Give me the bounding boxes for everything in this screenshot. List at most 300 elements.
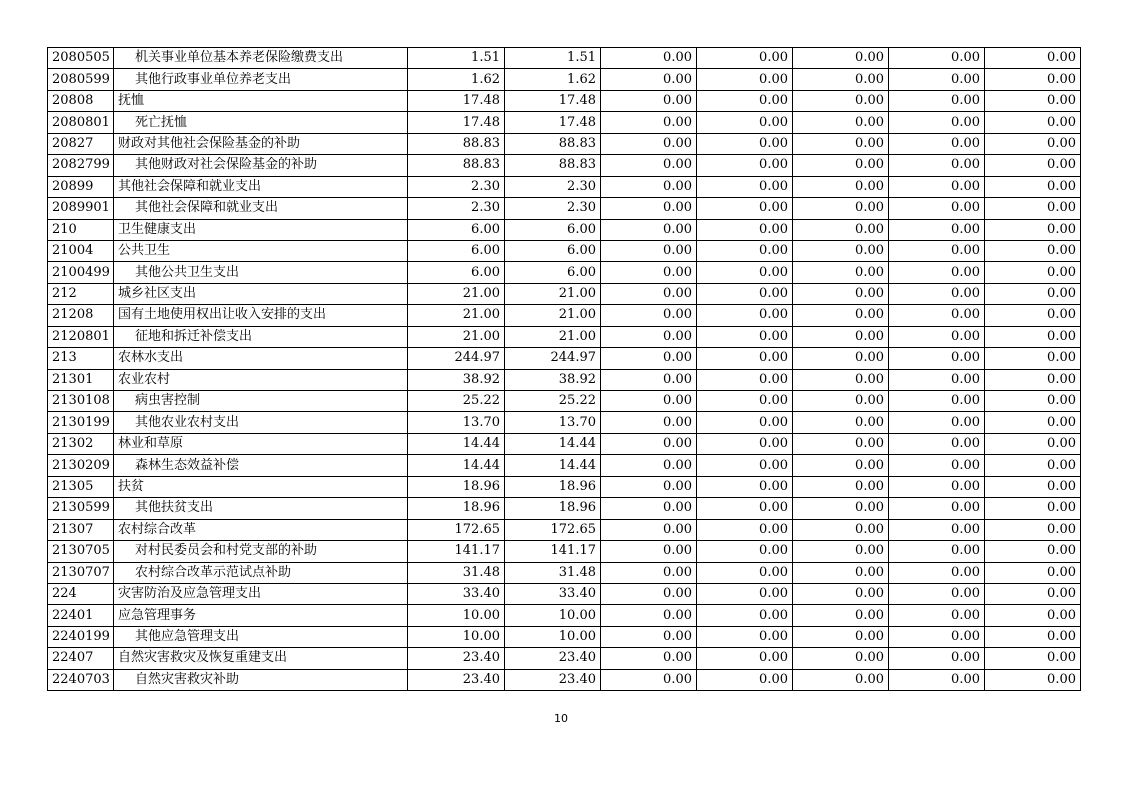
subject-code-cell: 2100499 bbox=[48, 262, 114, 283]
amount-cell: 0.00 bbox=[889, 562, 985, 583]
amount-cell: 0.00 bbox=[601, 626, 697, 647]
amount-cell: 141.17 bbox=[505, 541, 601, 562]
amount-cell: 17.48 bbox=[505, 90, 601, 111]
amount-cell: 10.00 bbox=[408, 605, 505, 626]
amount-cell: 0.00 bbox=[985, 626, 1081, 647]
amount-cell: 0.00 bbox=[985, 69, 1081, 90]
amount-cell: 0.00 bbox=[697, 541, 793, 562]
table-row bbox=[48, 133, 1081, 154]
amount-cell: 0.00 bbox=[697, 155, 793, 176]
table-row bbox=[48, 562, 1081, 583]
table-row bbox=[48, 90, 1081, 111]
amount-cell: 0.00 bbox=[601, 369, 697, 390]
amount-cell: 13.70 bbox=[505, 412, 601, 433]
amount-cell: 0.00 bbox=[601, 48, 697, 69]
subject-name-cell: 卫生健康支出 bbox=[114, 219, 408, 240]
amount-cell: 0.00 bbox=[985, 519, 1081, 540]
table-row bbox=[48, 262, 1081, 283]
amount-cell: 18.96 bbox=[505, 476, 601, 497]
amount-cell: 0.00 bbox=[697, 562, 793, 583]
subject-name-cell: 其他行政事业单位养老支出 bbox=[114, 69, 408, 90]
amount-cell: 0.00 bbox=[889, 412, 985, 433]
amount-cell: 0.00 bbox=[985, 476, 1081, 497]
subject-name-cell: 其他社会保障和就业支出 bbox=[114, 176, 408, 197]
amount-cell: 0.00 bbox=[889, 133, 985, 154]
table-row bbox=[48, 541, 1081, 562]
amount-cell: 0.00 bbox=[601, 133, 697, 154]
amount-cell: 25.22 bbox=[505, 391, 601, 412]
subject-name-cell: 森林生态效益补偿 bbox=[114, 455, 408, 476]
amount-cell: 10.00 bbox=[408, 626, 505, 647]
amount-cell: 0.00 bbox=[601, 305, 697, 326]
amount-cell: 0.00 bbox=[697, 369, 793, 390]
amount-cell: 0.00 bbox=[793, 519, 889, 540]
subject-code-cell: 2130199 bbox=[48, 412, 114, 433]
table-row bbox=[48, 433, 1081, 454]
table-row bbox=[48, 519, 1081, 540]
amount-cell: 244.97 bbox=[505, 348, 601, 369]
subject-name-cell: 农村综合改革示范试点补助 bbox=[114, 562, 408, 583]
amount-cell: 0.00 bbox=[985, 219, 1081, 240]
amount-cell: 0.00 bbox=[985, 198, 1081, 219]
amount-cell: 0.00 bbox=[793, 240, 889, 261]
amount-cell: 0.00 bbox=[793, 605, 889, 626]
amount-cell: 0.00 bbox=[889, 605, 985, 626]
amount-cell: 0.00 bbox=[985, 391, 1081, 412]
subject-name-cell: 国有土地使用权出让收入安排的支出 bbox=[114, 305, 408, 326]
amount-cell: 88.83 bbox=[408, 133, 505, 154]
subject-code-cell: 2240199 bbox=[48, 626, 114, 647]
subject-name-cell: 应急管理事务 bbox=[114, 605, 408, 626]
amount-cell: 0.00 bbox=[697, 48, 793, 69]
subject-code-cell: 2130705 bbox=[48, 541, 114, 562]
amount-cell: 0.00 bbox=[601, 326, 697, 347]
amount-cell: 1.62 bbox=[408, 69, 505, 90]
amount-cell: 0.00 bbox=[601, 198, 697, 219]
amount-cell: 0.00 bbox=[985, 348, 1081, 369]
amount-cell: 0.00 bbox=[793, 498, 889, 519]
subject-name-cell: 自然灾害救灾及恢复重建支出 bbox=[114, 648, 408, 669]
table-row bbox=[48, 498, 1081, 519]
amount-cell: 6.00 bbox=[408, 240, 505, 261]
amount-cell: 0.00 bbox=[793, 48, 889, 69]
amount-cell: 23.40 bbox=[408, 669, 505, 690]
amount-cell: 0.00 bbox=[601, 240, 697, 261]
amount-cell: 0.00 bbox=[889, 541, 985, 562]
amount-cell: 0.00 bbox=[793, 69, 889, 90]
subject-name-cell: 农林水支出 bbox=[114, 348, 408, 369]
amount-cell: 21.00 bbox=[505, 283, 601, 304]
amount-cell: 0.00 bbox=[601, 262, 697, 283]
amount-cell: 0.00 bbox=[793, 348, 889, 369]
amount-cell: 0.00 bbox=[697, 498, 793, 519]
subject-code-cell: 2089901 bbox=[48, 198, 114, 219]
subject-name-cell: 征地和拆迁补偿支出 bbox=[114, 326, 408, 347]
table-row bbox=[48, 155, 1081, 176]
amount-cell: 14.44 bbox=[408, 433, 505, 454]
amount-cell: 88.83 bbox=[505, 155, 601, 176]
subject-name-cell: 其他公共卫生支出 bbox=[114, 262, 408, 283]
table-row bbox=[48, 369, 1081, 390]
amount-cell: 21.00 bbox=[408, 326, 505, 347]
amount-cell: 1.51 bbox=[505, 48, 601, 69]
amount-cell: 23.40 bbox=[408, 648, 505, 669]
amount-cell: 21.00 bbox=[408, 305, 505, 326]
amount-cell: 18.96 bbox=[408, 476, 505, 497]
subject-code-cell: 2080505 bbox=[48, 48, 114, 69]
subject-code-cell: 2130599 bbox=[48, 498, 114, 519]
subject-code-cell: 2082799 bbox=[48, 155, 114, 176]
table-row bbox=[48, 176, 1081, 197]
amount-cell: 17.48 bbox=[408, 112, 505, 133]
amount-cell: 0.00 bbox=[889, 369, 985, 390]
table-row bbox=[48, 391, 1081, 412]
amount-cell: 1.51 bbox=[408, 48, 505, 69]
amount-cell: 0.00 bbox=[697, 626, 793, 647]
amount-cell: 0.00 bbox=[601, 391, 697, 412]
subject-code-cell: 2120801 bbox=[48, 326, 114, 347]
amount-cell: 88.83 bbox=[408, 155, 505, 176]
amount-cell: 0.00 bbox=[793, 112, 889, 133]
amount-cell: 0.00 bbox=[985, 305, 1081, 326]
subject-name-cell: 公共卫生 bbox=[114, 240, 408, 261]
amount-cell: 0.00 bbox=[793, 155, 889, 176]
amount-cell: 0.00 bbox=[793, 562, 889, 583]
subject-name-cell: 农业农村 bbox=[114, 369, 408, 390]
amount-cell: 0.00 bbox=[889, 519, 985, 540]
amount-cell: 0.00 bbox=[697, 433, 793, 454]
subject-name-cell: 病虫害控制 bbox=[114, 391, 408, 412]
amount-cell: 14.44 bbox=[505, 455, 601, 476]
amount-cell: 14.44 bbox=[408, 455, 505, 476]
amount-cell: 0.00 bbox=[601, 455, 697, 476]
amount-cell: 0.00 bbox=[601, 433, 697, 454]
amount-cell: 0.00 bbox=[601, 498, 697, 519]
page-number: 10 bbox=[554, 712, 568, 725]
amount-cell: 0.00 bbox=[601, 90, 697, 111]
amount-cell: 2.30 bbox=[408, 198, 505, 219]
amount-cell: 13.70 bbox=[408, 412, 505, 433]
amount-cell: 0.00 bbox=[697, 669, 793, 690]
amount-cell: 33.40 bbox=[408, 583, 505, 604]
amount-cell: 88.83 bbox=[505, 133, 601, 154]
amount-cell: 172.65 bbox=[505, 519, 601, 540]
amount-cell: 0.00 bbox=[985, 605, 1081, 626]
amount-cell: 0.00 bbox=[889, 176, 985, 197]
table-row bbox=[48, 412, 1081, 433]
amount-cell: 0.00 bbox=[697, 605, 793, 626]
amount-cell: 10.00 bbox=[505, 626, 601, 647]
amount-cell: 0.00 bbox=[601, 605, 697, 626]
amount-cell: 0.00 bbox=[889, 240, 985, 261]
amount-cell: 0.00 bbox=[697, 455, 793, 476]
table-row bbox=[48, 348, 1081, 369]
amount-cell: 0.00 bbox=[889, 155, 985, 176]
amount-cell: 0.00 bbox=[889, 219, 985, 240]
amount-cell: 23.40 bbox=[505, 669, 601, 690]
subject-name-cell: 机关事业单位基本养老保险缴费支出 bbox=[114, 48, 408, 69]
amount-cell: 0.00 bbox=[697, 391, 793, 412]
amount-cell: 0.00 bbox=[793, 283, 889, 304]
amount-cell: 0.00 bbox=[793, 262, 889, 283]
subject-name-cell: 林业和草原 bbox=[114, 433, 408, 454]
table-row bbox=[48, 198, 1081, 219]
table-row bbox=[48, 305, 1081, 326]
amount-cell: 0.00 bbox=[601, 219, 697, 240]
amount-cell: 0.00 bbox=[985, 541, 1081, 562]
amount-cell: 0.00 bbox=[985, 90, 1081, 111]
subject-code-cell: 21208 bbox=[48, 305, 114, 326]
amount-cell: 38.92 bbox=[505, 369, 601, 390]
subject-name-cell: 农村综合改革 bbox=[114, 519, 408, 540]
subject-code-cell: 22407 bbox=[48, 648, 114, 669]
amount-cell: 0.00 bbox=[697, 326, 793, 347]
amount-cell: 0.00 bbox=[697, 69, 793, 90]
amount-cell: 0.00 bbox=[793, 369, 889, 390]
amount-cell: 0.00 bbox=[985, 369, 1081, 390]
amount-cell: 0.00 bbox=[985, 669, 1081, 690]
amount-cell: 0.00 bbox=[889, 433, 985, 454]
amount-cell: 0.00 bbox=[601, 155, 697, 176]
subject-name-cell: 财政对其他社会保险基金的补助 bbox=[114, 133, 408, 154]
subject-code-cell: 2130108 bbox=[48, 391, 114, 412]
amount-cell: 6.00 bbox=[408, 219, 505, 240]
amount-cell: 0.00 bbox=[793, 541, 889, 562]
table-row bbox=[48, 69, 1081, 90]
amount-cell: 14.44 bbox=[505, 433, 601, 454]
amount-cell: 0.00 bbox=[697, 648, 793, 669]
subject-code-cell: 213 bbox=[48, 348, 114, 369]
amount-cell: 0.00 bbox=[697, 262, 793, 283]
amount-cell: 0.00 bbox=[889, 198, 985, 219]
amount-cell: 0.00 bbox=[793, 669, 889, 690]
subject-code-cell: 21307 bbox=[48, 519, 114, 540]
subject-code-cell: 210 bbox=[48, 219, 114, 240]
amount-cell: 0.00 bbox=[601, 412, 697, 433]
amount-cell: 0.00 bbox=[985, 455, 1081, 476]
amount-cell: 17.48 bbox=[505, 112, 601, 133]
subject-code-cell: 2240703 bbox=[48, 669, 114, 690]
amount-cell: 0.00 bbox=[601, 648, 697, 669]
amount-cell: 0.00 bbox=[985, 155, 1081, 176]
table-row bbox=[48, 112, 1081, 133]
amount-cell: 0.00 bbox=[697, 112, 793, 133]
amount-cell: 0.00 bbox=[985, 433, 1081, 454]
subject-name-cell: 其他扶贫支出 bbox=[114, 498, 408, 519]
amount-cell: 0.00 bbox=[793, 90, 889, 111]
amount-cell: 0.00 bbox=[601, 541, 697, 562]
subject-name-cell: 死亡抚恤 bbox=[114, 112, 408, 133]
amount-cell: 25.22 bbox=[408, 391, 505, 412]
table-row bbox=[48, 219, 1081, 240]
subject-name-cell: 城乡社区支出 bbox=[114, 283, 408, 304]
amount-cell: 0.00 bbox=[697, 133, 793, 154]
subject-code-cell: 2080599 bbox=[48, 69, 114, 90]
table-row bbox=[48, 48, 1081, 69]
amount-cell: 18.96 bbox=[408, 498, 505, 519]
table-row bbox=[48, 283, 1081, 304]
amount-cell: 0.00 bbox=[601, 583, 697, 604]
subject-name-cell: 扶贫 bbox=[114, 476, 408, 497]
amount-cell: 0.00 bbox=[889, 391, 985, 412]
table-row bbox=[48, 583, 1081, 604]
amount-cell: 0.00 bbox=[793, 326, 889, 347]
amount-cell: 0.00 bbox=[985, 648, 1081, 669]
amount-cell: 0.00 bbox=[793, 476, 889, 497]
amount-cell: 17.48 bbox=[408, 90, 505, 111]
subject-name-cell: 灾害防治及应急管理支出 bbox=[114, 583, 408, 604]
amount-cell: 0.00 bbox=[985, 176, 1081, 197]
amount-cell: 0.00 bbox=[793, 412, 889, 433]
subject-code-cell: 21004 bbox=[48, 240, 114, 261]
subject-code-cell: 20827 bbox=[48, 133, 114, 154]
amount-cell: 6.00 bbox=[505, 262, 601, 283]
amount-cell: 0.00 bbox=[889, 476, 985, 497]
amount-cell: 0.00 bbox=[793, 198, 889, 219]
amount-cell: 0.00 bbox=[889, 262, 985, 283]
amount-cell: 0.00 bbox=[793, 433, 889, 454]
table-row bbox=[48, 626, 1081, 647]
amount-cell: 0.00 bbox=[889, 626, 985, 647]
amount-cell: 0.00 bbox=[601, 562, 697, 583]
amount-cell: 0.00 bbox=[697, 348, 793, 369]
amount-cell: 0.00 bbox=[697, 305, 793, 326]
subject-code-cell: 224 bbox=[48, 583, 114, 604]
subject-name-cell: 其他应急管理支出 bbox=[114, 626, 408, 647]
subject-code-cell: 21302 bbox=[48, 433, 114, 454]
amount-cell: 0.00 bbox=[697, 176, 793, 197]
amount-cell: 0.00 bbox=[601, 476, 697, 497]
amount-cell: 0.00 bbox=[697, 283, 793, 304]
amount-cell: 0.00 bbox=[697, 519, 793, 540]
amount-cell: 244.97 bbox=[408, 348, 505, 369]
amount-cell: 23.40 bbox=[505, 648, 601, 669]
amount-cell: 0.00 bbox=[697, 90, 793, 111]
amount-cell: 0.00 bbox=[985, 133, 1081, 154]
table-body bbox=[48, 48, 1081, 691]
amount-cell: 172.65 bbox=[408, 519, 505, 540]
amount-cell: 0.00 bbox=[985, 326, 1081, 347]
subject-code-cell: 22401 bbox=[48, 605, 114, 626]
table-row bbox=[48, 669, 1081, 690]
amount-cell: 0.00 bbox=[889, 669, 985, 690]
amount-cell: 0.00 bbox=[697, 198, 793, 219]
amount-cell: 1.62 bbox=[505, 69, 601, 90]
amount-cell: 0.00 bbox=[889, 498, 985, 519]
amount-cell: 0.00 bbox=[889, 90, 985, 111]
amount-cell: 0.00 bbox=[889, 112, 985, 133]
amount-cell: 33.40 bbox=[505, 583, 601, 604]
amount-cell: 31.48 bbox=[505, 562, 601, 583]
amount-cell: 0.00 bbox=[985, 262, 1081, 283]
amount-cell: 0.00 bbox=[601, 669, 697, 690]
amount-cell: 0.00 bbox=[985, 412, 1081, 433]
subject-name-cell: 其他农业农村支出 bbox=[114, 412, 408, 433]
amount-cell: 0.00 bbox=[889, 48, 985, 69]
amount-cell: 6.00 bbox=[408, 262, 505, 283]
subject-code-cell: 212 bbox=[48, 283, 114, 304]
amount-cell: 0.00 bbox=[793, 455, 889, 476]
table-row bbox=[48, 455, 1081, 476]
amount-cell: 0.00 bbox=[889, 583, 985, 604]
amount-cell: 10.00 bbox=[505, 605, 601, 626]
amount-cell: 0.00 bbox=[889, 69, 985, 90]
subject-code-cell: 2130707 bbox=[48, 562, 114, 583]
amount-cell: 2.30 bbox=[408, 176, 505, 197]
amount-cell: 0.00 bbox=[889, 283, 985, 304]
subject-code-cell: 21305 bbox=[48, 476, 114, 497]
amount-cell: 0.00 bbox=[793, 583, 889, 604]
amount-cell: 0.00 bbox=[697, 219, 793, 240]
amount-cell: 38.92 bbox=[408, 369, 505, 390]
amount-cell: 0.00 bbox=[889, 305, 985, 326]
amount-cell: 6.00 bbox=[505, 240, 601, 261]
amount-cell: 6.00 bbox=[505, 219, 601, 240]
amount-cell: 0.00 bbox=[889, 648, 985, 669]
amount-cell: 0.00 bbox=[889, 348, 985, 369]
table-row bbox=[48, 326, 1081, 347]
amount-cell: 0.00 bbox=[985, 562, 1081, 583]
amount-cell: 0.00 bbox=[889, 455, 985, 476]
subject-name-cell: 其他社会保障和就业支出 bbox=[114, 198, 408, 219]
amount-cell: 0.00 bbox=[793, 176, 889, 197]
amount-cell: 0.00 bbox=[601, 112, 697, 133]
subject-code-cell: 21301 bbox=[48, 369, 114, 390]
amount-cell: 21.00 bbox=[505, 305, 601, 326]
subject-code-cell: 2130209 bbox=[48, 455, 114, 476]
table-row bbox=[48, 605, 1081, 626]
amount-cell: 31.48 bbox=[408, 562, 505, 583]
amount-cell: 0.00 bbox=[793, 391, 889, 412]
amount-cell: 0.00 bbox=[697, 476, 793, 497]
amount-cell: 0.00 bbox=[985, 48, 1081, 69]
amount-cell: 0.00 bbox=[985, 240, 1081, 261]
amount-cell: 2.30 bbox=[505, 176, 601, 197]
amount-cell: 0.00 bbox=[601, 519, 697, 540]
amount-cell: 0.00 bbox=[697, 412, 793, 433]
amount-cell: 0.00 bbox=[985, 583, 1081, 604]
amount-cell: 21.00 bbox=[505, 326, 601, 347]
amount-cell: 0.00 bbox=[697, 583, 793, 604]
amount-cell: 0.00 bbox=[601, 176, 697, 197]
amount-cell: 0.00 bbox=[793, 648, 889, 669]
amount-cell: 141.17 bbox=[408, 541, 505, 562]
budget-expenditure-table bbox=[47, 47, 1081, 691]
amount-cell: 0.00 bbox=[793, 626, 889, 647]
amount-cell: 0.00 bbox=[601, 348, 697, 369]
subject-name-cell: 抚恤 bbox=[114, 90, 408, 111]
amount-cell: 0.00 bbox=[793, 133, 889, 154]
amount-cell: 2.30 bbox=[505, 198, 601, 219]
table-row bbox=[48, 476, 1081, 497]
amount-cell: 0.00 bbox=[601, 69, 697, 90]
subject-name-cell: 其他财政对社会保险基金的补助 bbox=[114, 155, 408, 176]
subject-code-cell: 20899 bbox=[48, 176, 114, 197]
subject-code-cell: 20808 bbox=[48, 90, 114, 111]
amount-cell: 0.00 bbox=[601, 283, 697, 304]
amount-cell: 18.96 bbox=[505, 498, 601, 519]
amount-cell: 0.00 bbox=[793, 219, 889, 240]
table-row bbox=[48, 240, 1081, 261]
table-row bbox=[48, 648, 1081, 669]
amount-cell: 21.00 bbox=[408, 283, 505, 304]
amount-cell: 0.00 bbox=[985, 112, 1081, 133]
amount-cell: 0.00 bbox=[697, 240, 793, 261]
subject-name-cell: 自然灾害救灾补助 bbox=[114, 669, 408, 690]
subject-code-cell: 2080801 bbox=[48, 112, 114, 133]
amount-cell: 0.00 bbox=[985, 283, 1081, 304]
subject-name-cell: 对村民委员会和村党支部的补助 bbox=[114, 541, 408, 562]
